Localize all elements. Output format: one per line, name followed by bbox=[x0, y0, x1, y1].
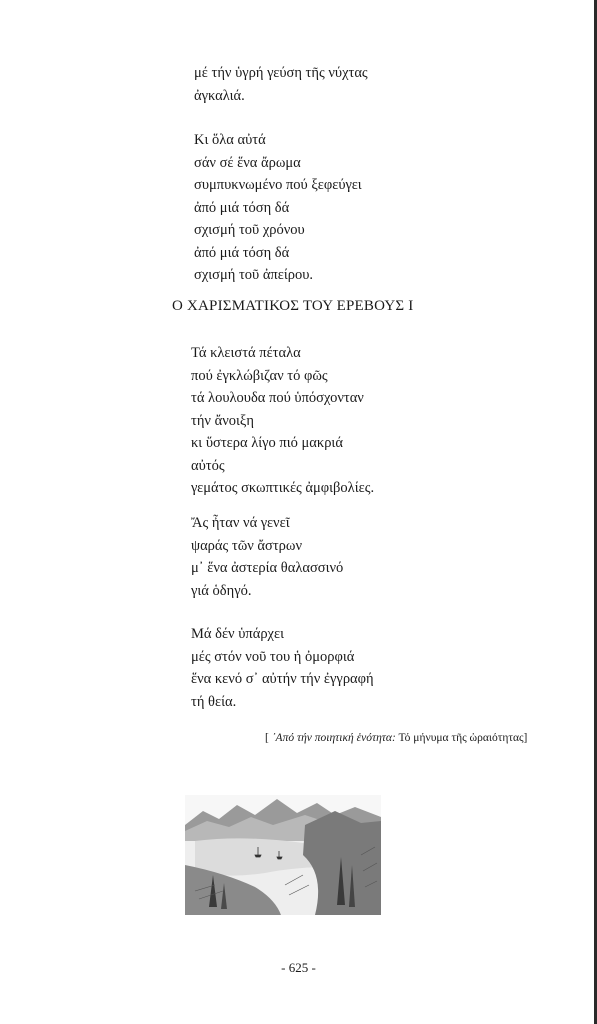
poem-line: ψαράς τῶν ἄστρων bbox=[191, 537, 303, 554]
poem-line: Τά κλειστά πέταλα bbox=[191, 345, 301, 361]
poem-line: ἀγκαλιά. bbox=[194, 87, 245, 104]
poem-line: ἀπό μιά τόση δά bbox=[194, 199, 290, 216]
poem-line: κι ὕστερα λίγο πιό μακριά bbox=[191, 435, 343, 451]
poem-line: σάν σέ ἕνα ἄρωμα bbox=[194, 154, 301, 171]
citation-bracket-open: [ bbox=[265, 732, 269, 744]
poem-stanza bbox=[191, 342, 374, 500]
poem-line: μέ τήν ὑγρή γεύση τῆς νύχτας bbox=[194, 65, 368, 81]
citation-lead: ᾽Από τήν ποιητική ἑνότητα: bbox=[271, 732, 396, 744]
page-number: - 625 - bbox=[281, 960, 316, 975]
poem-line: σχισμή τοῦ χρόνου bbox=[194, 222, 305, 238]
poem-stanza bbox=[191, 512, 343, 602]
poem-line: ἀπό μιά τόση δά bbox=[194, 244, 290, 261]
landscape-sketch-image bbox=[185, 795, 381, 915]
poem-line: γιά ὁδηγό. bbox=[191, 582, 252, 599]
poem-line: μές στόν νοῦ του ἡ ὀμορφιά bbox=[191, 648, 355, 665]
poem-line: πού ἐγκλώβιζαν τό φῶς bbox=[191, 367, 328, 384]
poem-line: τήν ἄνοιξη bbox=[191, 412, 254, 429]
poem-line: σχισμή τοῦ ἀπείρου. bbox=[194, 267, 314, 283]
source-citation bbox=[265, 732, 527, 744]
poem-line: γεμάτος σκωπτικές ἀμφιβολίες. bbox=[191, 480, 375, 496]
poem-line: Ἄς ἦταν νά γενεῖ bbox=[191, 515, 290, 531]
poem-stanza bbox=[194, 62, 368, 107]
poem-line: μ᾽ ἕνα ἀστερία θαλασσινό bbox=[191, 560, 344, 576]
poem-stanza bbox=[191, 623, 374, 713]
poem-line: τά λουλουδα πού ὑπόσχονταν bbox=[191, 390, 364, 406]
citation-work-title: Τό μήνυμα τῆς ὡραιότητας bbox=[398, 732, 524, 744]
poem-stanza bbox=[194, 129, 362, 287]
poem-line: Κι ὅλα αὐτά bbox=[194, 132, 266, 148]
poem-line: αὐτός bbox=[191, 457, 225, 474]
poem-line: τή θεία. bbox=[191, 693, 237, 710]
poem-line: συμπυκνωμένο πού ξεφεύγει bbox=[194, 177, 362, 193]
poem-line: ἕνα κενό σ᾽ αὐτήν τήν ἐγγραφή bbox=[191, 671, 374, 687]
poem-line: Μά δέν ὑπάρχει bbox=[191, 626, 284, 642]
citation-bracket-close: ] bbox=[523, 732, 528, 744]
poem-title: Ο ΧΑΡΙΣΜΑΤΙΚΟΣ ΤΟΥ ΕΡΕΒΟΥΣ Ι bbox=[172, 298, 414, 314]
